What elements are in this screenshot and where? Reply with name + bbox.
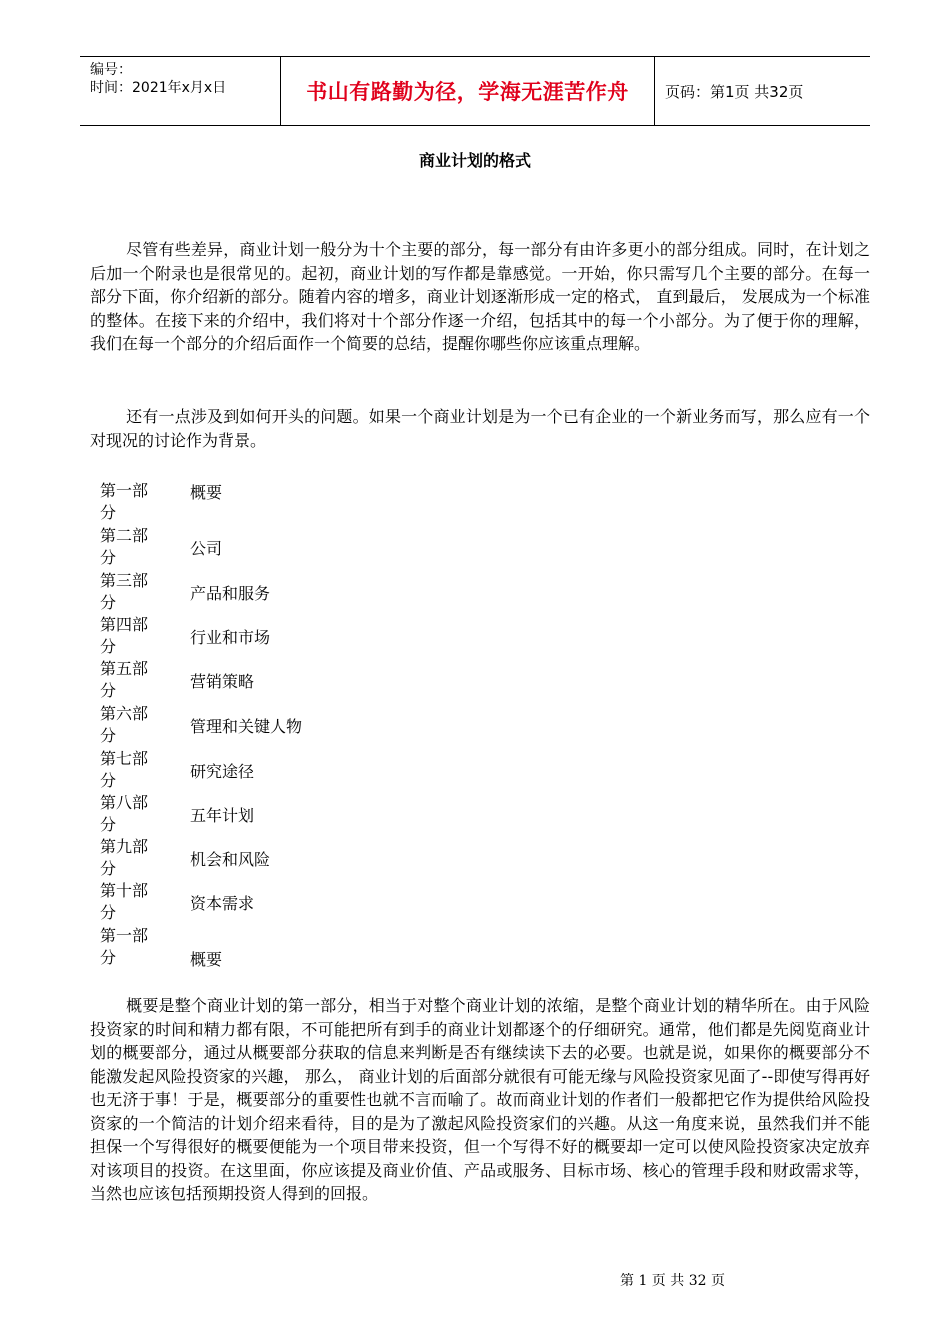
toc-section-number: 第九部分 bbox=[100, 837, 149, 878]
page-footer: 第 1 页 共 32 页 bbox=[620, 1273, 725, 1289]
toc-section-number: 第四部分 bbox=[100, 615, 149, 656]
toc-section-name: 营销策略 bbox=[190, 672, 255, 691]
document-title: 商业计划的格式 bbox=[418, 151, 531, 170]
toc-section-name: 概要 bbox=[190, 950, 223, 969]
toc-section-number: 第六部分 bbox=[100, 704, 149, 745]
toc-section-name: 概要 bbox=[190, 483, 223, 502]
toc-section-number: 第七部分 bbox=[100, 749, 149, 790]
toc-section-number: 第十部分 bbox=[100, 881, 149, 922]
toc-section-number: 第一部分 bbox=[100, 481, 149, 522]
toc-section-name: 管理和关键人物 bbox=[190, 717, 303, 736]
page-header bbox=[80, 56, 870, 126]
header-motto: 书山有路勤为径，学海无涯苦作舟 bbox=[281, 57, 655, 125]
toc-section-name: 研究途径 bbox=[190, 762, 255, 781]
background-paragraph bbox=[90, 405, 870, 452]
toc-section-name: 公司 bbox=[190, 539, 223, 558]
toc-section-name: 行业和市场 bbox=[190, 628, 271, 647]
date-label: 时间：2021年x月x日 bbox=[90, 80, 227, 96]
toc-section-number: 第八部分 bbox=[100, 793, 149, 834]
toc-section-name: 产品和服务 bbox=[190, 584, 271, 603]
toc-section-name: 资本需求 bbox=[190, 894, 255, 913]
number-label: 编号： bbox=[90, 62, 132, 78]
toc-section-number: 第一部分 bbox=[100, 926, 149, 967]
toc-section-number: 第二部分 bbox=[100, 526, 149, 567]
header-page-info: 页码：第1页 共32页 bbox=[665, 82, 804, 101]
summary-paragraph bbox=[90, 994, 870, 1206]
toc-section-name: 五年计划 bbox=[190, 806, 255, 825]
background-text: 还有一点涉及到如何开头的问题。如果一个商业计划是为一个已有企业的一个新业务而写，那么应有一个对现况的讨论作为背景。 bbox=[90, 407, 870, 450]
toc-section-number: 第三部分 bbox=[100, 571, 149, 612]
toc-section-number: 第五部分 bbox=[100, 659, 149, 700]
toc-section-name: 机会和风险 bbox=[190, 850, 271, 869]
summary-text: 概要是整个商业计划的第一部分，相当于对整个商业计划的浓缩，是整个商业计划的精华所在。由于风险投资家的时间和精力都有限，不可能把所有到手的商业计划都逐个的仔细研究。通常，他们都是先阅览商业计划的概要部分，通过从概要部分获取的信息来判断是否有继续读下去的必要。也就是说，如果你的概要部分不能激发起风险投资家的兴趣， 那么， 商业计划的后面部分就很有可能无缘与风险投资家见面了--即使写得再好也无济于事！于是，概要部分的重要性也就不言而喻了。故而商业计划的作者们一般都把它作为提供给风险投资家的一个简洁的计划介绍来看待，目的是为了激起风险投资家们的兴趣。从这一角度来说，虽然我们并不能担保一个写得很好的概要便能为一个项目带来投资，但一个写得不好的概要却一定可以使风险投资家决定放弃对该项目的投资。在这里面，你应该提及商业价值、产品或服务、目标市场、核心的管理手段和财政需求等，当然也应该包括预期投资人得到的回报。 bbox=[90, 996, 870, 1203]
intro-text: 尽管有些差异，商业计划一般分为十个主要的部分，每一部分有由许多更小的部分组成。同时，在计划之后加一个附录也是很常见的。起初，商业计划的写作都是靠感觉。一开始，你只需写几个主要的部分。在每一部分下面，你介绍新的部分。随着内容的增多，商业计划逐渐形成一定的格式， 直到最后， 发展成为一个标准的整体。在接下来的介绍中，我们将对十个部分作逐一介绍，包括其中的每一个小部分。为了便于你的理解，我们在每一个部分的介绍后面作一个简要的总结，提醒你哪些你应该重点理解。 bbox=[90, 240, 870, 353]
intro-paragraph bbox=[90, 238, 870, 356]
header-meta bbox=[80, 57, 281, 125]
